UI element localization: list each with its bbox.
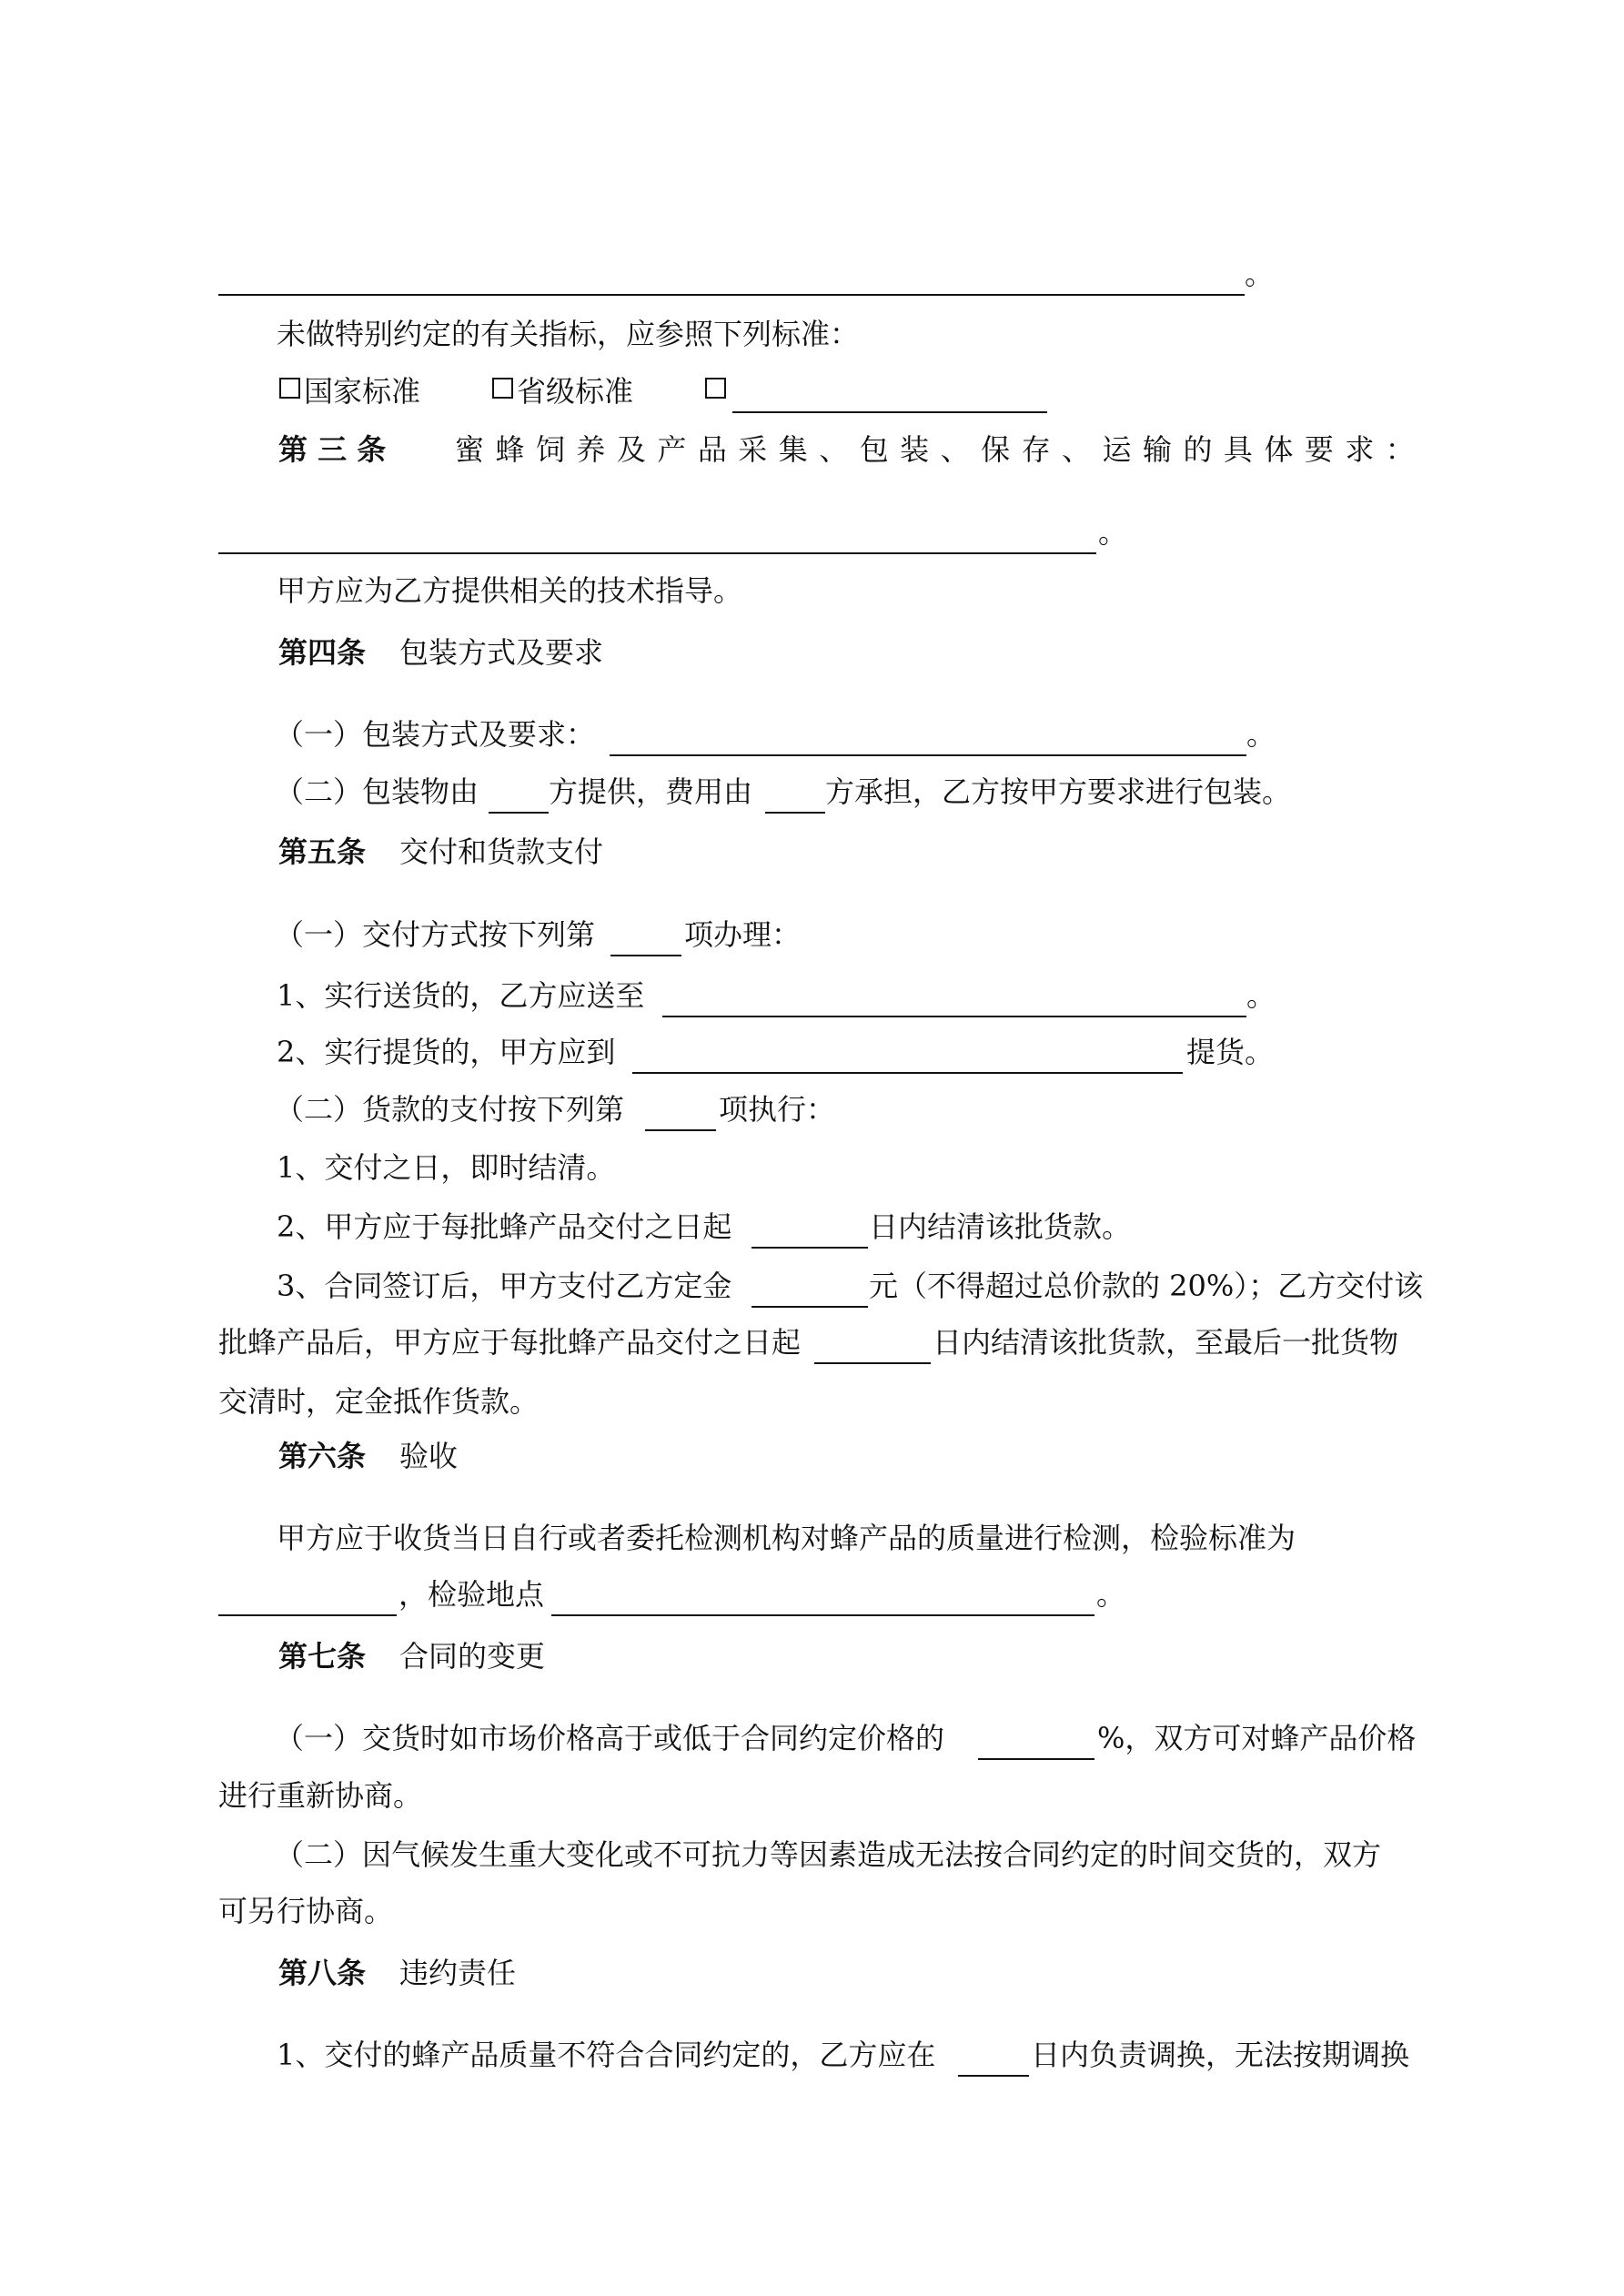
article-3-char: 体 bbox=[1264, 432, 1294, 467]
fill-in-blank[interactable] bbox=[751, 1247, 868, 1249]
text: 交清时，定金抵作货款。 bbox=[218, 1384, 540, 1419]
checkbox-other[interactable] bbox=[705, 378, 726, 399]
article-title: 违约责任 bbox=[399, 1956, 517, 1990]
article-3-char: 存 bbox=[1021, 432, 1051, 467]
fill-in-blank[interactable] bbox=[765, 812, 825, 814]
punct: 。 bbox=[1098, 515, 1128, 550]
article-3-char: 的 bbox=[1183, 432, 1213, 467]
text: 可另行协商。 bbox=[218, 1894, 394, 1928]
article-3-char: 品 bbox=[697, 432, 727, 467]
text: 进行重新协商。 bbox=[218, 1778, 423, 1813]
punct: 。 bbox=[1246, 978, 1276, 1013]
fill-in-blank[interactable] bbox=[218, 294, 1245, 296]
paragraph bbox=[0, 1374, 1624, 1429]
standard-options bbox=[0, 364, 1624, 419]
text: 批蜂产品后，甲方应于每批蜂产品交付之日起 bbox=[218, 1325, 802, 1360]
clause bbox=[0, 1082, 1624, 1137]
text: 日内结清该批货款，至最后一批货物 bbox=[933, 1325, 1399, 1360]
fill-in-blank[interactable] bbox=[645, 1129, 716, 1131]
article-title: 包装方式及要求 bbox=[399, 635, 604, 670]
article-3-char: 保 bbox=[981, 432, 1011, 467]
blank-line-2 bbox=[0, 505, 1624, 560]
checkbox-provincial[interactable] bbox=[492, 378, 513, 399]
text: 未做特别约定的有关指标，应参照下列标准： bbox=[277, 317, 860, 351]
text: 1、交付之日，即时结清。 bbox=[277, 1150, 616, 1185]
text: 1、交付的蜂产品质量不符合合同约定的，乙方应在 bbox=[277, 2038, 936, 2072]
text: 项执行： bbox=[719, 1092, 836, 1127]
text: 2、甲方应于每批蜂产品交付之日起 bbox=[277, 1209, 732, 1244]
text: （一）交付方式按下列第 bbox=[275, 917, 596, 952]
article-3-char: 产 bbox=[657, 432, 687, 467]
text: %，双方可对蜂产品价格 bbox=[1097, 1721, 1417, 1755]
paragraph bbox=[0, 563, 1624, 618]
article-3-char: 具 bbox=[1223, 432, 1253, 467]
article-number: 第六条 bbox=[278, 1439, 367, 1473]
text: 元（不得超过总价款的 20%）；乙方交付该 bbox=[869, 1269, 1424, 1303]
fill-in-blank[interactable] bbox=[978, 1758, 1094, 1760]
paragraph bbox=[0, 1768, 1624, 1823]
fill-in-blank[interactable] bbox=[662, 1016, 1246, 1017]
clause bbox=[0, 1199, 1624, 1254]
article-number: 第八条 bbox=[278, 1956, 367, 1990]
paragraph bbox=[0, 1511, 1624, 1565]
text: 1、实行送货的，乙方应送至 bbox=[277, 978, 645, 1013]
article-3-char: 采 bbox=[738, 432, 768, 467]
fill-in-blank[interactable] bbox=[218, 1614, 397, 1616]
article-3-char: 及 bbox=[616, 432, 646, 467]
paragraph bbox=[0, 1884, 1624, 1938]
punct: 。 bbox=[1096, 1577, 1126, 1612]
clause bbox=[0, 1711, 1624, 1765]
clause bbox=[0, 764, 1624, 819]
article-3-char: 蜜 bbox=[455, 432, 485, 467]
text: 3、合同签订后，甲方支付乙方定金 bbox=[277, 1269, 732, 1303]
article-3-char: 养 bbox=[576, 432, 606, 467]
article-3-char: 、 bbox=[1062, 432, 1092, 467]
paragraph bbox=[0, 307, 1624, 361]
article-3 bbox=[0, 422, 1624, 477]
text: （二）因气候发生重大变化或不可抗力等因素造成无法按合同约定的时间交货的，双方 bbox=[275, 1837, 1382, 1872]
clause bbox=[0, 707, 1624, 762]
label-provincial: 省级标准 bbox=[517, 374, 634, 409]
punct: 。 bbox=[1246, 717, 1276, 752]
article-number: 第五条 bbox=[278, 834, 367, 869]
article-3-char: 饲 bbox=[535, 432, 565, 467]
article-3-char: ： bbox=[1385, 432, 1415, 467]
clause bbox=[0, 907, 1624, 962]
article-6-heading bbox=[0, 1429, 1624, 1483]
text: 甲方应为乙方提供相关的技术指导。 bbox=[277, 573, 743, 608]
text: 提货。 bbox=[1186, 1035, 1275, 1069]
checkbox-national[interactable] bbox=[279, 378, 300, 399]
article-3-char: 要 bbox=[1304, 432, 1334, 467]
fill-in-blank[interactable] bbox=[610, 754, 1246, 756]
fill-in-blank[interactable] bbox=[732, 411, 1047, 413]
text: 项办理： bbox=[684, 917, 802, 952]
label-national: 国家标准 bbox=[304, 374, 421, 409]
article-3-char: 求 bbox=[1345, 432, 1375, 467]
article-heading: 第 三 条 bbox=[278, 432, 387, 467]
clause bbox=[0, 1025, 1624, 1079]
fill-in-blank[interactable] bbox=[632, 1072, 1183, 1074]
text: 日内负责调换，无法按期调换 bbox=[1031, 2038, 1410, 2072]
article-8-heading bbox=[0, 1946, 1624, 2000]
fill-in-blank[interactable] bbox=[489, 812, 549, 814]
fill-in-blank[interactable] bbox=[751, 1306, 868, 1308]
text: 方提供，费用由 bbox=[549, 774, 753, 809]
clause bbox=[0, 1259, 1624, 1313]
article-3-char: 、 bbox=[940, 432, 970, 467]
fill-in-blank[interactable] bbox=[814, 1362, 931, 1364]
article-number: 第七条 bbox=[278, 1639, 367, 1674]
article-3-char: 集 bbox=[778, 432, 808, 467]
text: （二）货款的支付按下列第 bbox=[275, 1092, 625, 1127]
text: （一）交货时如市场价格高于或低于合同约定价格的 bbox=[275, 1721, 945, 1755]
text: 甲方应于收货当日自行或者委托检测机构对蜂产品的质量进行检测，检验标准为 bbox=[277, 1521, 1296, 1555]
fill-in-blank[interactable] bbox=[218, 552, 1096, 554]
article-3-char: 输 bbox=[1142, 432, 1172, 467]
article-3-char: 装 bbox=[900, 432, 930, 467]
paragraph bbox=[0, 1827, 1624, 1882]
fill-in-blank[interactable] bbox=[610, 955, 681, 956]
text: 方承担，乙方按甲方要求进行包装。 bbox=[825, 774, 1292, 809]
article-title: 交付和货款支付 bbox=[399, 834, 604, 869]
text: 日内结清该批货款。 bbox=[869, 1209, 1132, 1244]
clause bbox=[0, 1567, 1624, 1622]
punct: 。 bbox=[1245, 257, 1275, 291]
blank-line-1 bbox=[0, 247, 1624, 301]
fill-in-blank[interactable] bbox=[551, 1614, 1094, 1616]
text: ，检验地点 bbox=[398, 1577, 545, 1612]
text: 2、实行提货的，甲方应到 bbox=[277, 1035, 616, 1069]
text: （二）包装物由 bbox=[275, 774, 479, 809]
article-title: 验收 bbox=[399, 1439, 459, 1473]
article-number: 第四条 bbox=[278, 635, 367, 670]
article-3-char: 、 bbox=[819, 432, 849, 467]
article-3-char: 蜂 bbox=[495, 432, 525, 467]
clause bbox=[0, 2028, 1624, 2082]
article-3-text bbox=[455, 422, 1415, 477]
fill-in-blank[interactable] bbox=[958, 2075, 1029, 2077]
article-3-char: 包 bbox=[859, 432, 889, 467]
article-4-heading bbox=[0, 625, 1624, 680]
article-3-char: 运 bbox=[1102, 432, 1132, 467]
article-5-heading bbox=[0, 824, 1624, 879]
text: （一）包装方式及要求： bbox=[275, 717, 596, 752]
paragraph bbox=[0, 1140, 1624, 1195]
clause bbox=[0, 1315, 1624, 1370]
article-title: 合同的变更 bbox=[399, 1639, 546, 1674]
clause bbox=[0, 968, 1624, 1023]
article-7-heading bbox=[0, 1629, 1624, 1684]
